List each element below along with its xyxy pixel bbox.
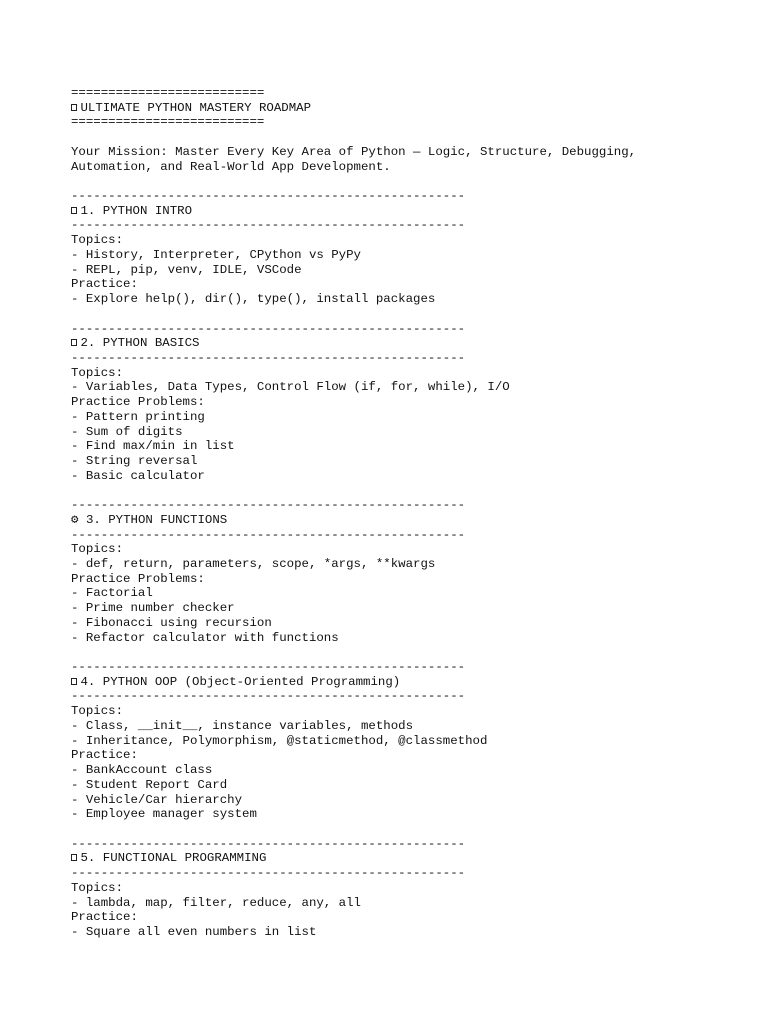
section-heading <box>71 675 751 690</box>
section-divider: ----------------------------------------------------- <box>71 350 466 365</box>
section-label: Practice: <box>71 277 138 292</box>
list-item: - def, return, parameters, scope, *args, **kwargs <box>71 557 436 571</box>
box-icon <box>71 339 77 346</box>
list-item: - Square all even numbers in list <box>71 924 317 939</box>
section-label: Topics: <box>71 880 124 895</box>
section-divider: ----------------------------------------------------- <box>71 321 466 336</box>
list-item: - History, Interpreter, CPython vs PyPy <box>71 247 361 262</box>
list-item: - Employee manager system <box>71 807 257 822</box>
section-title: 5. FUNCTIONAL PROGRAMMING <box>80 851 267 866</box>
list-item: - Factorial <box>71 586 153 601</box>
list-item: - lambda, map, filter, reduce, any, all <box>71 895 361 910</box>
list-item: - Prime number checker <box>71 601 235 616</box>
header-rule-top: ========================== <box>71 86 265 100</box>
roadmap-section <box>71 189 751 321</box>
section-label: Topics: <box>71 704 124 719</box>
list-item: - Variables, Data Types, Control Flow (if, for, while), I/O <box>71 380 510 395</box>
list-item: - Refactor calculator with functions <box>71 630 339 645</box>
mission-line-1: Your Mission: Master Every Key Area of Python — Logic, Structure, Debugging, <box>71 144 637 159</box>
list-item: - Student Report Card <box>71 777 228 792</box>
section-title: 1. PYTHON INTRO <box>80 203 193 218</box>
roadmap-section <box>71 660 751 837</box>
list-item: - Fibonacci using recursion <box>71 615 272 630</box>
roadmap-section <box>71 498 751 660</box>
section-heading <box>71 204 751 219</box>
roadmap-section <box>71 322 751 499</box>
section-title: 3. PYTHON FUNCTIONS <box>85 512 228 527</box>
section-label: Practice: <box>71 748 138 763</box>
list-item: - Explore help(), dir(), type(), install packages <box>71 292 436 307</box>
list-item: - Sum of digits <box>71 424 183 439</box>
list-item: - Vehicle/Car hierarchy <box>71 792 243 807</box>
list-item: - REPL, pip, venv, IDLE, VSCode <box>71 262 302 277</box>
gear-icon: ⚙ <box>71 512 79 527</box>
box-icon <box>71 854 77 861</box>
section-label: Practice: <box>71 910 138 925</box>
list-item: - Basic calculator <box>71 468 205 483</box>
section-divider: ----------------------------------------------------- <box>71 498 466 513</box>
section-divider: ----------------------------------------------------- <box>71 866 466 881</box>
list-item: - BankAccount class <box>71 763 213 778</box>
list-item: - Find max/min in list <box>71 439 235 454</box>
mission-line-2: Automation, and Real-World App Development. <box>71 159 391 174</box>
box-icon <box>71 678 77 685</box>
section-label: Practice Problems: <box>71 395 205 410</box>
header-rule-bottom: ========================== <box>71 115 265 130</box>
section-title: 4. PYTHON OOP (Object-Oriented Programming) <box>80 674 401 689</box>
section-divider: ----------------------------------------------------- <box>71 836 466 851</box>
section-heading <box>71 513 751 528</box>
document-title: ULTIMATE PYTHON MASTERY ROADMAP <box>80 100 312 115</box>
box-icon <box>71 207 77 214</box>
section-divider: ----------------------------------------------------- <box>71 660 466 675</box>
section-label: Topics: <box>71 233 124 248</box>
list-item: - Pattern printing <box>71 409 205 424</box>
list-item: - Class, __init__, instance variables, methods <box>71 718 414 733</box>
list-item: - String reversal <box>71 453 198 468</box>
section-divider: ----------------------------------------------------- <box>71 189 466 204</box>
roadmap-section <box>71 837 751 940</box>
section-label: Topics: <box>71 542 124 557</box>
document-page <box>71 86 751 940</box>
section-label: Topics: <box>71 365 124 380</box>
section-divider: ----------------------------------------------------- <box>71 527 466 542</box>
section-divider: ----------------------------------------------------- <box>71 218 466 233</box>
box-icon <box>71 104 77 111</box>
sections-container <box>71 189 751 940</box>
section-label: Practice Problems: <box>71 571 205 586</box>
section-heading <box>71 336 751 351</box>
section-heading <box>71 851 751 866</box>
document-title-line <box>71 101 751 116</box>
list-item: - Inheritance, Polymorphism, @staticmethod, @classmethod <box>71 733 488 748</box>
section-title: 2. PYTHON BASICS <box>80 336 200 351</box>
section-divider: ----------------------------------------------------- <box>71 689 466 704</box>
